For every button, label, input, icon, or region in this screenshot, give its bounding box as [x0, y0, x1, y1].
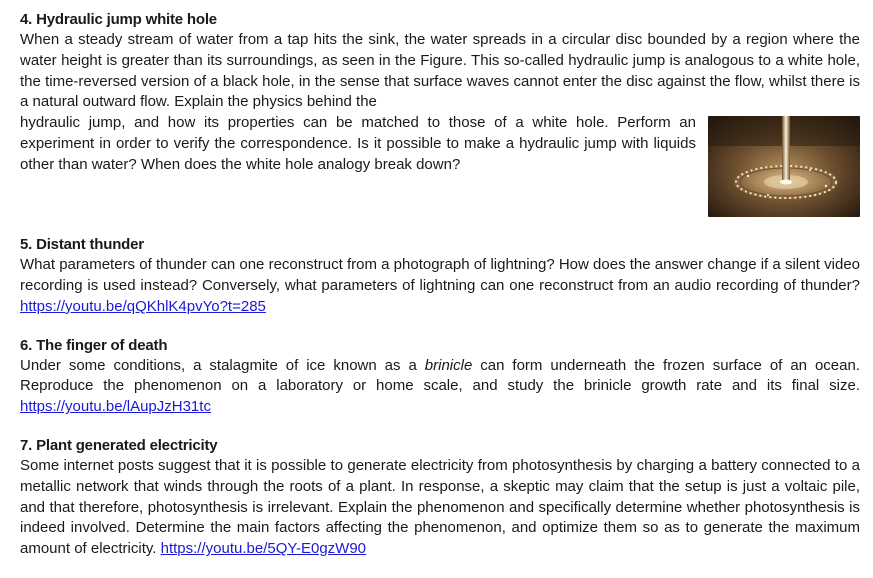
problem-7-heading: 7. Plant generated electricity	[20, 436, 218, 454]
problem-7-section	[20, 436, 860, 560]
problem-4-heading: 4. Hydraulic jump white hole	[20, 11, 217, 28]
problem-4-section	[20, 10, 860, 217]
problem-5-heading: 5. Distant thunder	[20, 236, 144, 254]
problem-6-text-post: can form underneath the frozen surface of an ocean. Reproduce the phenomenon on a laboratory or home scale, and study the brinicle growth rate and its final size.	[20, 356, 860, 395]
problem-6-body	[20, 356, 860, 418]
problem-7-body	[20, 456, 860, 560]
problem-6-heading: 6. The finger of death	[20, 336, 168, 354]
problem-5-video-link[interactable]: https://youtu.be/qQKhlK4pvYo?t=285	[20, 297, 266, 315]
problem-6-section	[20, 336, 860, 418]
problem-6-text-pre: Under some conditions, a stalagmite of ice known as a	[20, 356, 425, 374]
problem-5-section	[20, 235, 860, 317]
problem-6-video-link[interactable]: https://youtu.be/lAupJzH31tc	[20, 398, 211, 416]
problem-4-body-a: When a steady stream of water from a tap hits the sink, the water spreads in a circular disc bounded by a region where the water height is greater than its surroundings, as seen in the Figure. This so-called hydraulic jump is analogous to a white hole, the time-reversed version of a black hole, in the sense that surface waves cannot enter the disc against the flow, whilst there is a natural outward flow. Explain the physics behind the	[20, 31, 860, 111]
problem-7-text: Some internet posts suggest that it is possible to generate electricity from photosynthesis by charging a battery connected to a metallic network that winds through the roots of a plant. In response, a skeptic may claim that the setup is just a voltaic pile, and that therefore, photosynthesis is irrelevant. Explain the phenomenon and specifically determine whether photosynthesis is indeed involved. Determine the main factors affecting the phenomenon, and optimize them so as to generate the maximum amount of electricity.	[20, 456, 860, 558]
problem-5-body	[20, 255, 860, 317]
brinicle-term: brinicle	[424, 356, 473, 374]
hydraulic-jump-photo	[708, 116, 860, 217]
document-page	[20, 10, 860, 578]
problem-4-body-b: hydraulic jump, and how its properties can be matched to those of a white hole. Perform an experiment in order to verify the correspondence. Is it possible to make a hydraulic jump with liquids other than water? When does the white hole analogy break down?	[20, 114, 696, 173]
problem-7-video-link[interactable]: https://youtu.be/5QY-E0gzW90	[160, 540, 367, 558]
problem-5-text: What parameters of thunder can one reconstruct from a photograph of lightning? How does the answer change if a silent video recording is used instead? Conversely, what parameters of lightning can one reconstruct from an audio recording of thunder?	[20, 256, 860, 294]
